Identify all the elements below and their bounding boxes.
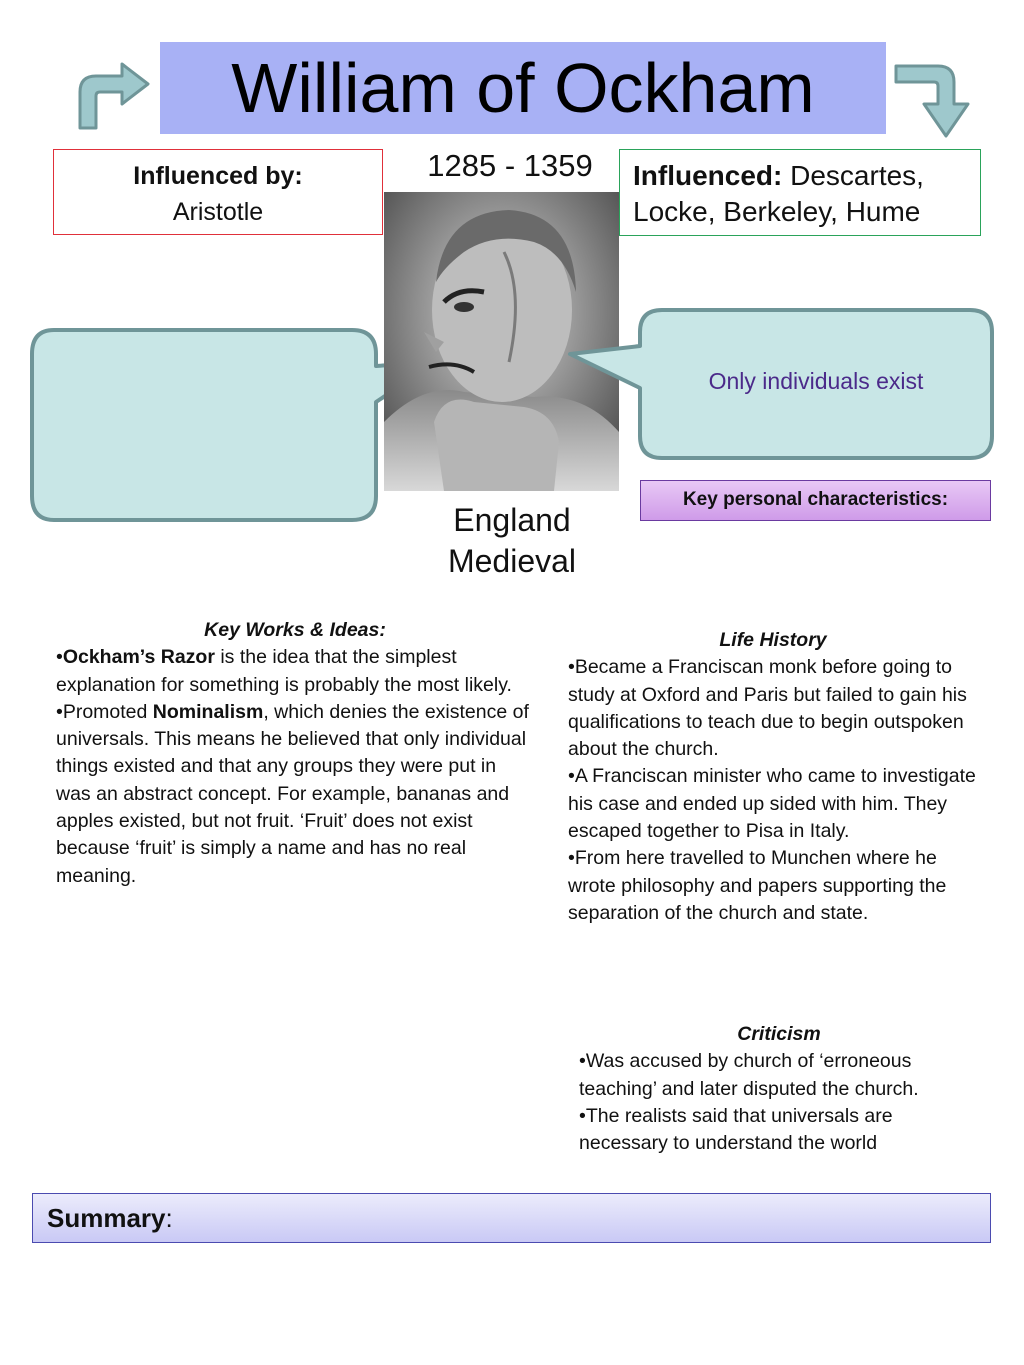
lifespan-dates: 1285 - 1359 bbox=[427, 148, 593, 183]
influenced-by-label: Influenced by: bbox=[133, 162, 303, 190]
summary-bar[interactable] bbox=[32, 1193, 991, 1243]
criticism-item bbox=[579, 1103, 979, 1158]
summary-label: Summary bbox=[47, 1203, 166, 1233]
bullet: • bbox=[56, 700, 63, 723]
life-history-item bbox=[568, 654, 978, 763]
life-history-heading: Life History bbox=[719, 629, 827, 651]
key-works-heading: Key Works & Ideas: bbox=[204, 619, 386, 641]
bullet: • bbox=[579, 1104, 586, 1127]
life-history-item bbox=[568, 845, 978, 927]
criticism-text: Was accused by church of ‘erroneous teaching’ and later disputed the church. bbox=[579, 1050, 919, 1100]
criticism-item bbox=[579, 1048, 979, 1103]
bullet: • bbox=[568, 765, 575, 788]
influenced-by-value: Aristotle bbox=[172, 198, 264, 226]
life-history-section bbox=[568, 627, 978, 927]
speech-bubble-right-text: Only individuals exist bbox=[708, 368, 924, 394]
key-works-section bbox=[56, 617, 534, 890]
bullet: • bbox=[56, 646, 63, 669]
criticism-heading: Criticism bbox=[737, 1023, 821, 1045]
life-history-text: Became a Franciscan monk before going to study at Oxford and Paris but failed to gain his qualifications to teach due to begin outspoken about the church. bbox=[568, 656, 967, 761]
era-label: Medieval bbox=[447, 543, 577, 579]
ockhams-razor-term: Ockham’s Razor bbox=[62, 646, 215, 669]
place-era bbox=[412, 500, 612, 582]
speech-bubble-left bbox=[28, 326, 440, 526]
influenced-value: Descartes, Locke, Berkeley, Hume bbox=[633, 160, 924, 227]
key-works-item bbox=[56, 644, 534, 699]
nominalism-prefix: Promoted bbox=[62, 700, 153, 723]
curved-arrow-left-icon bbox=[70, 58, 152, 132]
summary-colon: : bbox=[165, 1203, 173, 1233]
bullet: • bbox=[568, 656, 575, 679]
page-title: William of Ockham bbox=[231, 49, 815, 127]
title-banner bbox=[160, 42, 886, 134]
influenced-by-box bbox=[53, 149, 383, 235]
life-history-text: From here travelled to Munchen where he wrote philosophy and papers supporting the separation of the church and state. bbox=[568, 847, 947, 924]
nominalism-text: , which denies the existence of universals. This means he believed that only individual things existed and that any groups they were put in was an abstract concept. For example, bananas and apples existed, but not fruit. ‘Fruit’ does not exist because ‘fruit’ is simply a name and has no real meaning. bbox=[56, 700, 529, 887]
influenced-box bbox=[619, 149, 981, 236]
country-label: England bbox=[453, 502, 571, 538]
curved-arrow-right-icon bbox=[892, 62, 974, 140]
bullet: • bbox=[568, 847, 575, 870]
bullet: • bbox=[579, 1050, 586, 1073]
criticism-section bbox=[579, 1021, 979, 1157]
life-history-item bbox=[568, 763, 978, 845]
key-characteristics-label: Key personal characteristics: bbox=[640, 480, 991, 521]
life-history-text: A Franciscan minister who came to investigate his case and ended up sided with him. They escaped together to Pisa in Italy. bbox=[568, 765, 976, 843]
influenced-label: Influenced: bbox=[633, 160, 783, 191]
criticism-text: The realists said that universals are necessary to understand the world bbox=[579, 1104, 893, 1155]
nominalism-term: Nominalism bbox=[152, 700, 264, 723]
key-works-item bbox=[56, 699, 534, 890]
ockhams-razor-text: is the idea that the simplest explanation for something is probably the most likely. bbox=[56, 646, 512, 696]
